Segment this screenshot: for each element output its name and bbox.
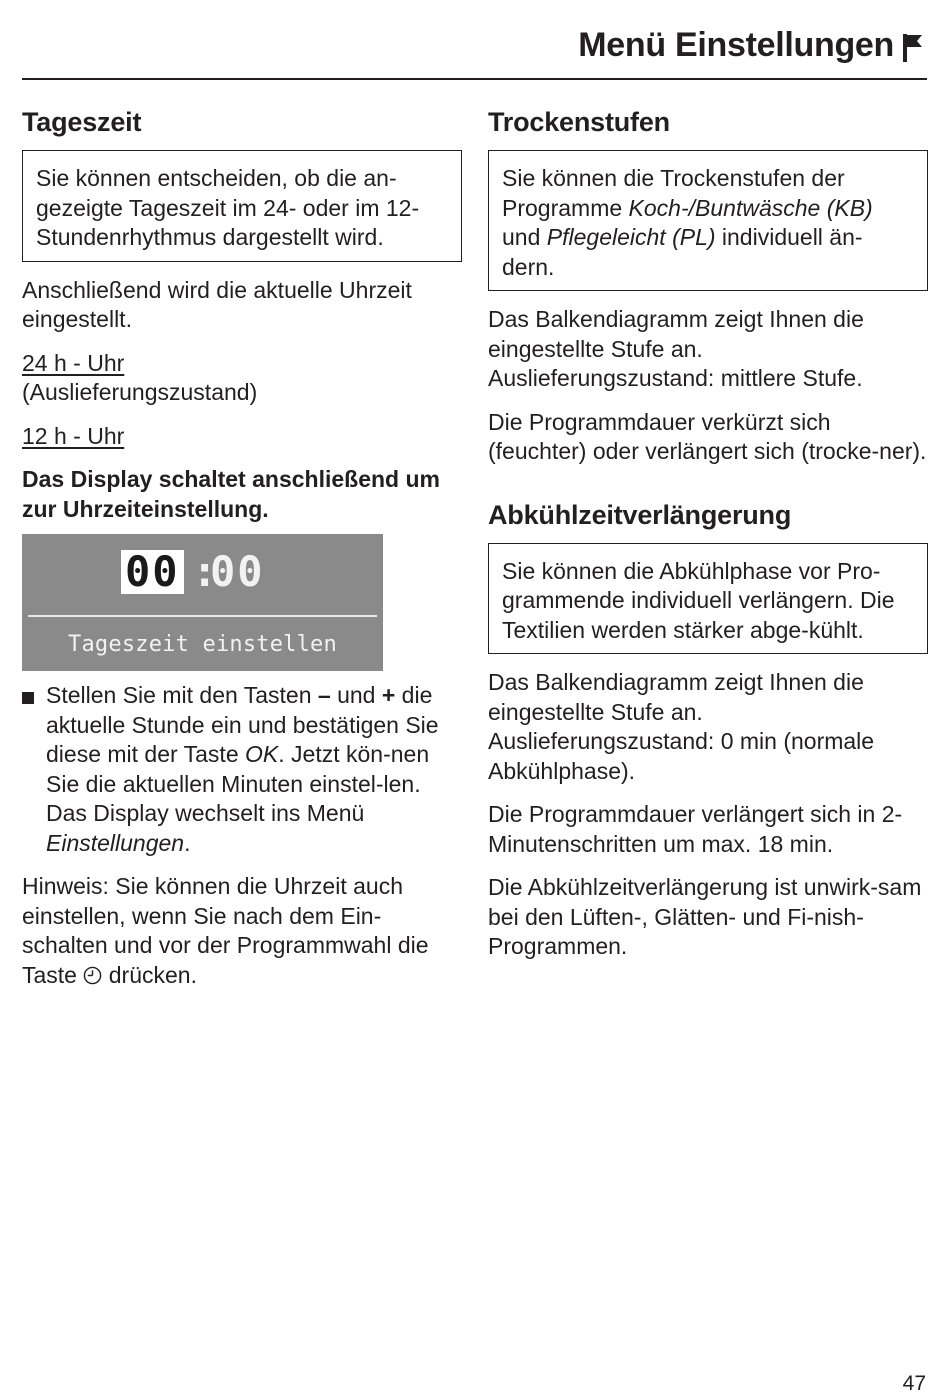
option-12h	[22, 422, 462, 452]
display-illustration	[22, 534, 383, 671]
display-note: Das Display schaltet anschließend um zur Uhrzeiteinstellung.	[22, 466, 440, 522]
bullet-text: die aktuelle Stunde ein und bestätigen Sie diese mit der Taste	[46, 682, 439, 767]
header-divider	[22, 78, 927, 80]
menu-name: Einstellungen	[46, 829, 185, 856]
info-box-abkuehlzeit: Sie können die Abkühlphase vor Pro-grammende individuell verlängern. Die Textilien werden stärker abge-kühlt.	[488, 543, 928, 655]
paragraph-balkendiagramm: Das Balkendiagramm zeigt Ihnen die eingestellte Stufe an. Auslieferungszustand: mittlere Stufe.	[488, 306, 864, 391]
option-24h-label: 24 h - Uhr	[22, 349, 125, 376]
box-text: Sie können die Trockenstufen der Programme	[502, 165, 845, 221]
display-separator: :	[192, 547, 218, 596]
info-box-tageszeit: Sie können entscheiden, ob die an-gezeigte Tageszeit im 24- oder im 12-Stundenrhythmus dargestellt wird.	[22, 150, 462, 262]
page-number: 47	[902, 1372, 926, 1395]
box-text: individuell än-dern.	[502, 224, 863, 280]
display-divider	[28, 615, 377, 617]
bullet-square-icon	[22, 692, 34, 704]
hint-text: Hinweis: Sie können die Uhrzeit auch einstellen, wenn Sie nach dem Ein-schalten und vor der Programmwahl die Taste	[22, 873, 429, 988]
display-minutes: 00	[210, 547, 265, 596]
ok-key: OK	[245, 741, 279, 767]
bullet-text: Stellen Sie mit den Tasten	[46, 682, 318, 708]
option-24h-note: (Auslieferungszustand)	[22, 379, 258, 405]
section-heading-abkuehlzeit: Abkühlzeitverlängerung	[488, 499, 792, 530]
left-column	[22, 100, 462, 990]
option-24h	[22, 349, 462, 408]
display-hours: 00	[121, 550, 184, 594]
paragraph-balkendiagramm-2: Das Balkendiagramm zeigt Ihnen die eingestellte Stufe an. Auslieferungszustand: 0 min (normale Abkühlphase).	[488, 669, 875, 784]
page-title: Menü Einstellungen	[578, 26, 894, 64]
bullet-text: .	[184, 829, 191, 856]
hint-text: drücken.	[102, 961, 197, 988]
section-heading-trockenstufen: Trockenstufen	[488, 107, 670, 137]
info-box-trockenstufen	[488, 150, 928, 291]
paragraph-unwirksam: Die Abkühlzeitverlängerung ist unwirk-sam bei den Lüften-, Glätten- und Fi-nish-Programmen.	[488, 874, 922, 959]
display-label: Tageszeit einstellen	[68, 632, 337, 657]
hint-paragraph	[22, 872, 462, 990]
paragraph-programmdauer: Die Programmdauer verkürzt sich (feuchter) oder verlängert sich (trocke-ner).	[488, 408, 927, 464]
bullet-text: . Jetzt kön-nen Sie die aktuellen Minuten einstel-len. Das Display wechselt ins Menü	[46, 741, 430, 826]
program-pl: Pflegeleicht (PL)	[546, 224, 716, 250]
section-heading-tageszeit: Tageszeit	[22, 107, 142, 137]
bullet-text: und	[330, 682, 382, 708]
minus-key: –	[317, 682, 331, 708]
paragraph-programmdauer-2: Die Programmdauer verlängert sich in 2-Minutenschritten um max. 18 min.	[488, 801, 903, 857]
instruction-bullet	[22, 681, 462, 858]
option-12h-label: 12 h - Uhr	[22, 422, 125, 449]
paragraph-uhrzeit: Anschließend wird die aktuelle Uhrzeit eingestellt.	[22, 276, 412, 332]
program-kb: Koch-/Buntwäsche (KB)	[628, 194, 873, 221]
right-column	[488, 100, 928, 962]
clock-icon	[83, 966, 102, 985]
flag-icon	[902, 33, 924, 63]
box-text: und	[502, 224, 547, 250]
plus-key: +	[381, 682, 396, 708]
